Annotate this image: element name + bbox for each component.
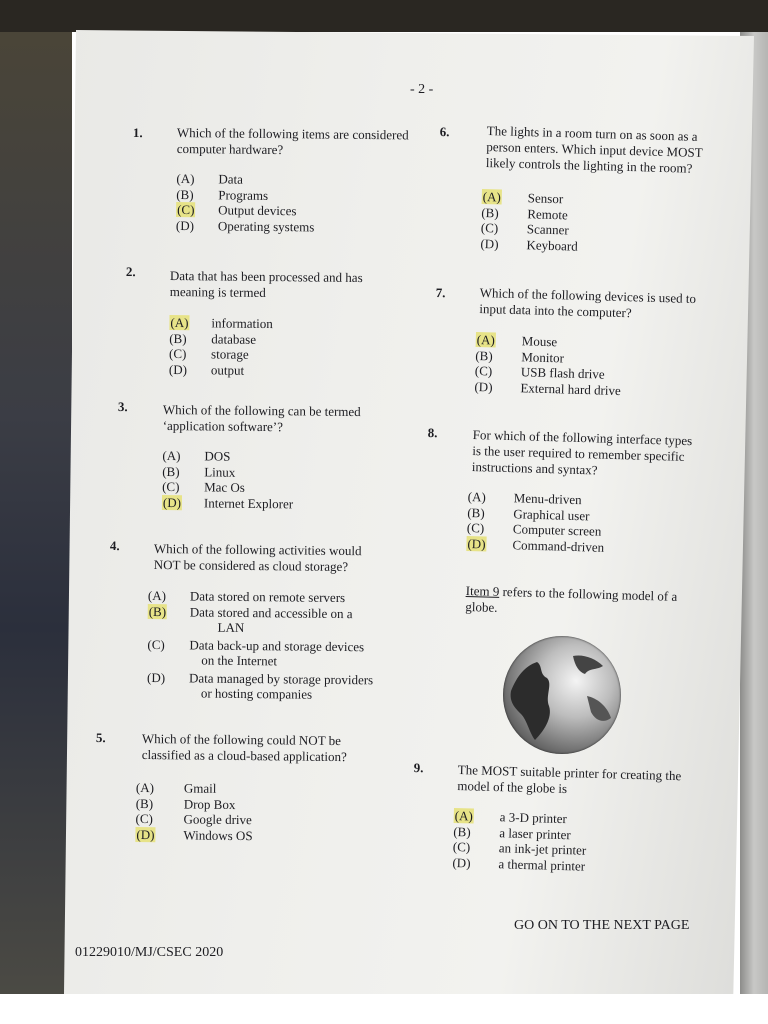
question-stem-line: For which of the following interface types (472, 427, 693, 449)
option-a: (A) Mouse (476, 332, 558, 350)
option-d: (D) Data managed by storage providers (146, 669, 374, 687)
question-number: 7. (435, 285, 446, 301)
question-stem-line: likely controls the lighting in the room? (485, 154, 693, 176)
option-d: (D) Keyboard (480, 235, 578, 254)
question-number: 3. (117, 399, 128, 415)
question-stem-line: input data into the computer? (479, 300, 632, 321)
question-6-body (486, 123, 704, 177)
option-c: (C) Computer screen (466, 519, 602, 539)
question-5 (96, 730, 106, 746)
question-6 (440, 124, 450, 140)
option-b: (B) Remote (481, 204, 568, 222)
question-stem-line: instructions and syntax? (471, 458, 598, 478)
option-b: (B) Programs (176, 186, 269, 203)
option-c: (C) an ink-jet printer (452, 838, 587, 858)
option-d: (D) Internet Explorer (162, 494, 294, 511)
question-5-body (142, 731, 347, 765)
option-d: (D) a thermal printer (452, 854, 586, 874)
option-b: (B) database (169, 330, 257, 347)
option-d: (D) Windows OS (136, 826, 253, 843)
option-c: (C) USB flash drive (474, 362, 605, 382)
question-8-body (472, 427, 693, 481)
question-stem-line: Which of the following could NOT be (141, 731, 342, 749)
question-stem-line: Which of the following devices is used to (479, 285, 697, 307)
option-a: (A) Data stored on remote servers (147, 588, 346, 606)
question-9-body (457, 762, 681, 800)
question-stem-line: meaning is termed (169, 283, 266, 301)
option-b-continued: LAN (217, 619, 245, 636)
question-9-options (452, 808, 587, 874)
question-7-options (474, 332, 622, 398)
option-d-continued: or hosting companies (200, 685, 313, 702)
question-4-options (147, 588, 374, 703)
option-a: (A) Sensor (482, 189, 564, 207)
option-c: (C) Mac Os (162, 478, 245, 495)
question-stem-line: is the user required to remember specific (472, 442, 685, 464)
question-1-body (176, 125, 409, 235)
option-b: (B) Monitor (475, 347, 565, 365)
item-reference: Item 9 (465, 583, 500, 599)
go-on-next-page: GO ON TO THE NEXT PAGE (514, 918, 690, 933)
option-b: (B) Graphical user (467, 504, 590, 523)
question-9 (414, 760, 424, 776)
option-c: (C) Scanner (480, 219, 569, 238)
question-stem-line: NOT be considered as cloud storage? (153, 556, 349, 575)
question-5-options (135, 780, 253, 843)
question-7-body (479, 285, 696, 323)
option-c: (C) storage (169, 345, 249, 362)
option-b: (B) Data stored and accessible on a (148, 603, 353, 621)
question-stem-line: ‘application software’? (162, 417, 284, 435)
question-stem-line: The MOST suitable printer for creating the (457, 762, 682, 784)
option-d: (D) Command-driven (467, 535, 605, 555)
option-c: (C) Google drive (135, 810, 252, 828)
option-d: (D) External hard drive (474, 378, 621, 398)
question-number: 8. (427, 425, 438, 441)
question-8 (428, 425, 438, 441)
question-stem-line: model of the globe is (457, 777, 568, 797)
question-stem-line: Data that has been processed and has (169, 268, 363, 286)
option-a: (A) Menu-driven (467, 489, 582, 508)
option-d: (D) Operating systems (175, 217, 315, 234)
question-3 (118, 399, 128, 415)
option-b: (B) Linux (162, 463, 236, 480)
globe-continents-icon (503, 636, 621, 754)
question-7 (436, 285, 446, 301)
option-c: (C) Data back-up and storage devices (147, 636, 365, 654)
globe-model-image (503, 636, 621, 754)
option-a: (A) Data (176, 170, 244, 187)
question-number: 5. (95, 730, 106, 746)
photo-background-top (0, 0, 768, 32)
question-2 (126, 264, 136, 280)
question-6-options (480, 189, 579, 254)
question-number: 9. (413, 760, 424, 776)
question-2-body (169, 268, 363, 379)
question-stem-line: computer hardware? (176, 140, 284, 158)
question-stem-line: Which of the following items are considered (176, 125, 409, 143)
paper-code: 01229010/MJ/CSEC 2020 (75, 945, 224, 960)
question-stem-line: classified as a cloud-based application? (141, 746, 347, 765)
option-c: (C) Output devices (177, 202, 297, 219)
question-8-options (466, 489, 605, 555)
page-number: - 2 - (410, 82, 434, 97)
option-a: (A) Gmail (135, 780, 217, 796)
item-9-intro: Item 9 refers to the following model of a globe. (465, 583, 678, 615)
photo-background-bottom (0, 994, 768, 1024)
option-a: (A) a 3-D printer (454, 808, 568, 827)
question-number: 1. (132, 125, 143, 141)
option-b: (B) Drop Box (135, 795, 236, 812)
option-b: (B) a laser printer (453, 823, 571, 842)
question-stem-line: Which of the following activities would (153, 541, 362, 559)
question-4 (110, 538, 120, 554)
question-4-body (154, 541, 362, 575)
photo-background-left (0, 32, 72, 994)
question-stem-line: person enters. Which input device MOST (486, 138, 703, 161)
question-number: 4. (109, 538, 120, 554)
question-number: 2. (125, 264, 136, 280)
question-stem-line: Which of the following can be termed (162, 402, 361, 420)
question-1 (133, 125, 143, 141)
question-number: 6. (439, 124, 450, 140)
option-c-continued: on the Internet (201, 652, 278, 669)
option-a: (A) information (170, 315, 273, 332)
question-stem-line: The lights in a room turn on as soon as a (486, 123, 698, 144)
question-3-body (162, 402, 361, 512)
option-a: (A) DOS (162, 447, 231, 464)
option-d: (D) output (168, 361, 245, 378)
